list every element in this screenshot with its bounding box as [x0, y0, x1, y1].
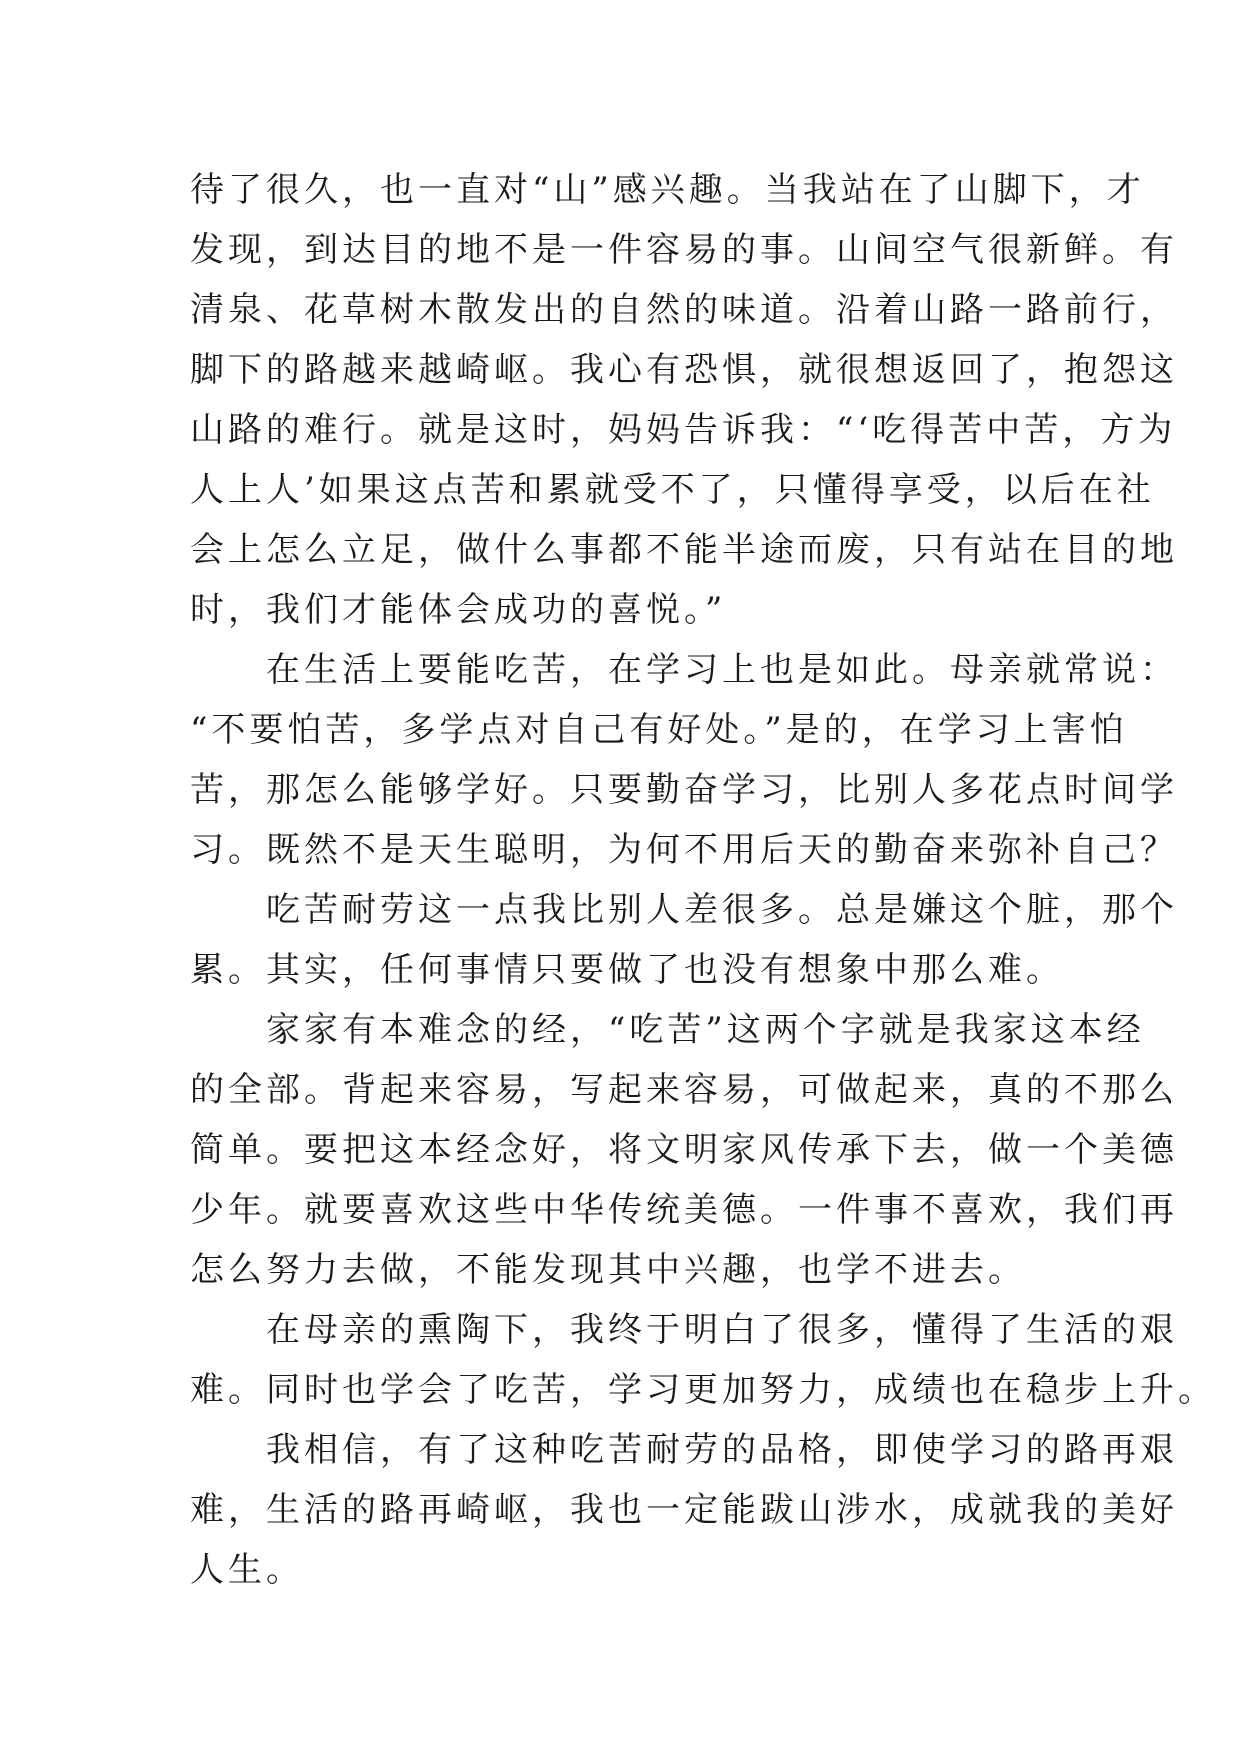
text-line: 在母亲的熏陶下，我终于明白了很多，懂得了生活的艰	[190, 1310, 1178, 1350]
text-line: 简单。要把这本经念好，将文明家风传承下去，做一个美德	[190, 1130, 1178, 1170]
text-line: 人生。	[190, 1550, 304, 1590]
text-line: “不要怕苦，多学点对自己有好处。”是的，在学习上害怕	[190, 710, 1128, 750]
text-line: 累。其实，任何事情只要做了也没有想象中那么难。	[190, 950, 1064, 990]
text-line: 习。既然不是天生聪明，为何不用后天的勤奋来弥补自己？	[190, 830, 1178, 870]
text-line: 怎么努力去做，不能发现其中兴趣，也学不进去。	[190, 1250, 1026, 1290]
text-line: 时，我们才能体会成功的喜悦。”	[190, 590, 727, 630]
text-line: 待了很久，也一直对“山”感兴趣。当我站在了山脚下，才	[190, 170, 1145, 210]
text-line: 会上怎么立足，做什么事都不能半途而废，只有站在目的地	[190, 530, 1178, 570]
paragraph	[190, 880, 1178, 1000]
text-line: 人上人’如果这点苦和累就受不了，只懂得享受，以后在社	[190, 470, 1155, 510]
text-line: 少年。就要喜欢这些中华传统美德。一件事不喜欢，我们再	[190, 1190, 1178, 1230]
text-line: 苦，那怎么能够学好。只要勤奋学习，比别人多花点时间学	[190, 770, 1178, 810]
text-line: 山路的难行。就是这时，妈妈告诉我：“‘吃得苦中苦，方为	[190, 410, 1177, 450]
paragraph	[190, 1000, 1178, 1300]
text-line: 的全部。背起来容易，写起来容易，可做起来，真的不那么	[190, 1070, 1178, 1110]
text-line: 家家有本难念的经，“吃苦”这两个字就是我家这本经	[190, 1010, 1145, 1050]
paragraph	[190, 1300, 1216, 1420]
text-line: 发现，到达目的地不是一件容易的事。山间空气很新鲜。有	[190, 230, 1178, 270]
paragraph	[190, 160, 1178, 640]
paragraph	[190, 1420, 1178, 1600]
text-line: 我相信，有了这种吃苦耐劳的品格，即使学习的路再艰	[190, 1430, 1178, 1470]
paragraph	[190, 640, 1178, 880]
text-line: 难，生活的路再崎岖，我也一定能跋山涉水，成就我的美好	[190, 1490, 1178, 1530]
text-line: 脚下的路越来越崎岖。我心有恐惧，就很想返回了，抱怨这	[190, 350, 1178, 390]
text-line: 清泉、花草树木散发出的自然的味道。沿着山路一路前行，	[190, 290, 1178, 330]
essay-body	[190, 160, 1216, 1600]
text-line: 难。同时也学会了吃苦，学习更加努力，成绩也在稳步上升。	[190, 1370, 1216, 1410]
text-line: 在生活上要能吃苦，在学习上也是如此。母亲就常说：	[190, 650, 1178, 690]
text-line: 吃苦耐劳这一点我比别人差很多。总是嫌这个脏，那个	[190, 890, 1178, 930]
